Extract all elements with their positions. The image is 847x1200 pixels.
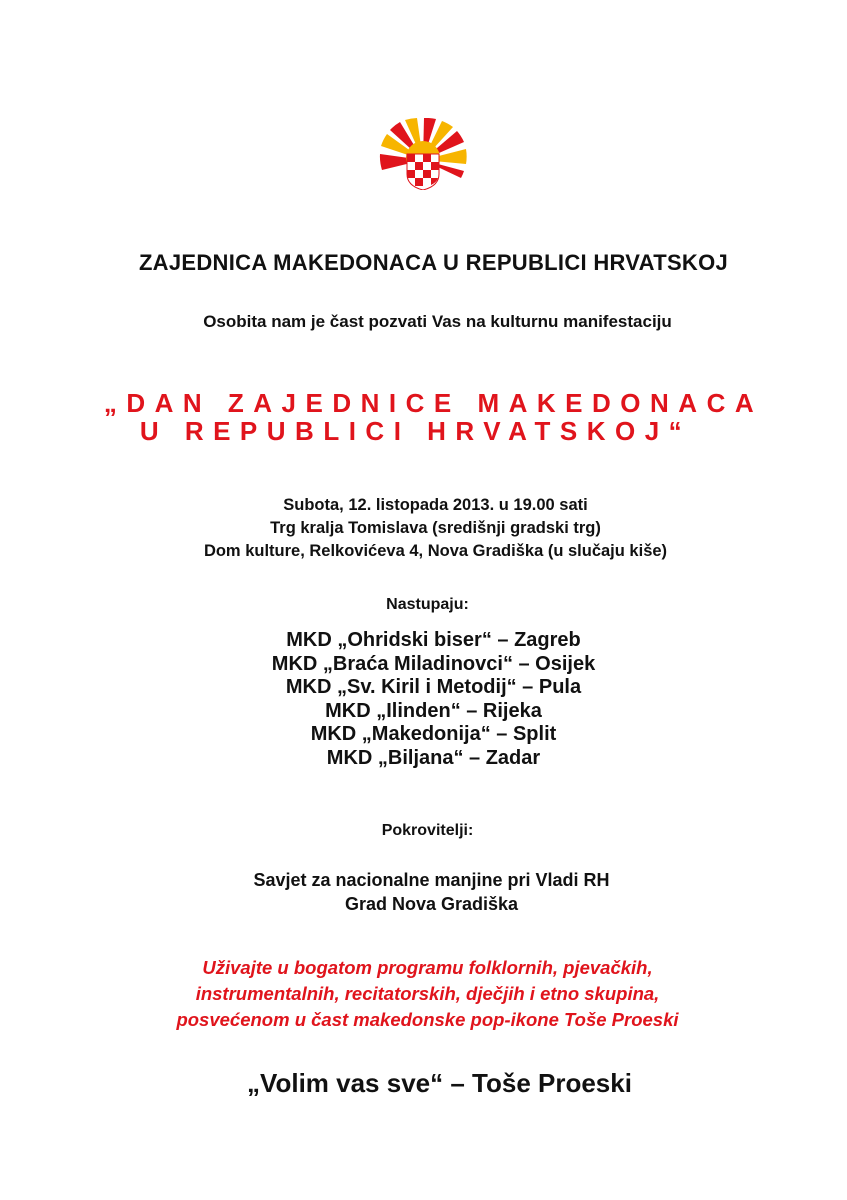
sun-with-checkerboard-shield-icon (378, 118, 468, 190)
organization-name: ZAJEDNICA MAKEDONACA U REPUBLICI HRVATSKOJ (138, 250, 729, 275)
performer-item: MKD „Sv. Kiril i Metodij“ – Pula (285, 676, 582, 698)
event-title-line-1: „DAN ZAJEDNICE MAKEDONACA (103, 388, 764, 418)
event-venue-alternative: Dom kulture, Relkovićeva 4, Nova Gradiška (u slučaju kiše) (203, 542, 668, 560)
checkerboard-shield (407, 154, 439, 190)
program-description-line: Uživajte u bogatom programu folklornih, pjevačkih, (202, 957, 653, 978)
program-description (4, 955, 847, 1033)
performer-item: MKD „Biljana“ – Zadar (326, 746, 541, 769)
sponsor-item: Grad Nova Gradiška (344, 894, 519, 914)
sponsors-heading: Pokrovitelji: (381, 822, 474, 839)
program-description-line: posvećenom u čast makedonske pop-ikone Toše Proeski (176, 1009, 679, 1030)
performers-list (10, 629, 847, 770)
sponsors-list (8, 868, 847, 916)
performer-item: MKD „Ohridski biser“ – Zagreb (286, 629, 581, 651)
event-date-time: Subota, 12. listopada 2013. u 19.00 sati (283, 496, 588, 514)
performers-heading: Nastupaju: (386, 596, 469, 613)
program-description-line: instrumentalnih, recitatorskih, dječjih i etno skupina, (195, 983, 660, 1004)
event-title-line-2: U REPUBLICI HRVATSKOJ“ (139, 416, 692, 446)
event-details (12, 494, 847, 563)
performer-item: MKD „Makedonija“ – Split (310, 723, 557, 745)
performer-item: MKD „Braća Miladinovci“ – Osijek (271, 652, 596, 675)
sponsor-item: Savjet za nacionalne manjine pri Vladi RH (253, 870, 610, 890)
closing-quote: „Volim vas sve“ – Toše Proeski (247, 1068, 632, 1098)
event-venue: Trg kralja Tomislava (središnji gradski trg) (270, 519, 601, 537)
invitation-intro: Osobita nam je čast pozvati Vas na kulturnu manifestaciju (203, 312, 672, 331)
performer-item: MKD „Ilinden“ – Rijeka (325, 699, 542, 722)
